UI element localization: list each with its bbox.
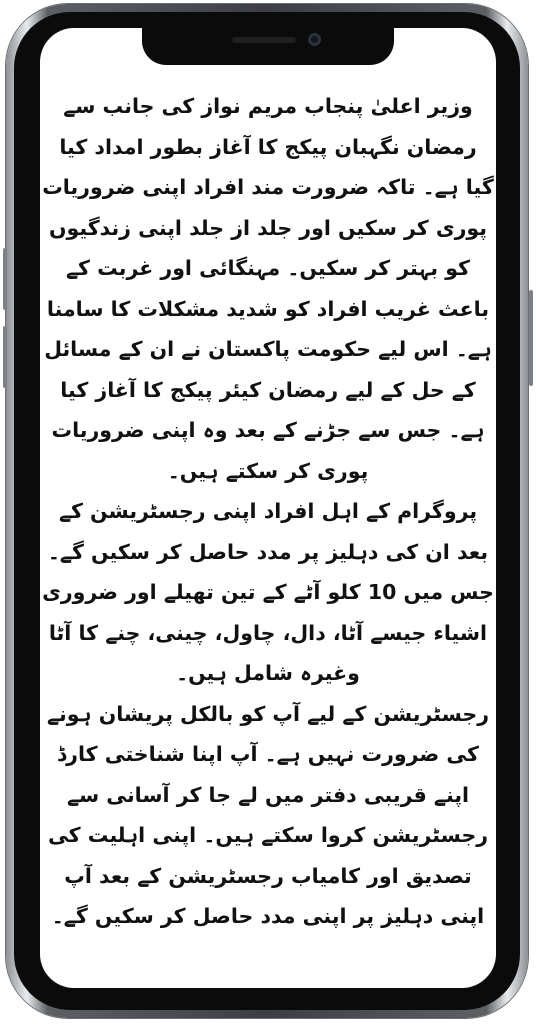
speaker-grille (232, 37, 296, 43)
notch (142, 28, 394, 65)
article-body (42, 86, 494, 937)
power-button (529, 290, 533, 386)
volume-button (3, 326, 7, 388)
article-paragraph: رجسٹریشن کے لیے آپ کو بالکل پریشان ہونے کی ضرورت نہیں ہے۔ آپ اپنا شناختی کارڈ اپنے قریبی دفتر میں لے جا کر آسانی سے رجسٹریشن کروا سکتے ہیں۔ اپنی اہلیت کی تصدیق اور کامیاب رجسٹریشن کے بعد آپ اپنی دہلیز پر اپنی مدد حاصل کر سکیں گے۔ (46, 701, 490, 928)
front-camera-icon (308, 33, 321, 46)
article-paragraph: وزیر اعلیٰ پنجاب مریم نواز کی جانب سے رمضان نگہبان پیکج کا آغاز بطور امداد کیا گیا ہے۔ تاکہ ضرورت مند افراد اپنی ضروریات پوری کر سکیں اور جلد از جلد اپنی زندگیوں کو بہتر کر سکیں۔ مہنگائی اور غربت کے باعث غریب افراد کو شدید مشکلات کا سامنا ہے۔ اس لیے حکومت پاکستان نے ان کے مسائل کے حل کے لیے رمضان کیئر پیکج کا آغاز کیا ہے۔ جس سے جڑنے کے بعد وہ اپنی ضروریات پوری کر سکتے ہیں۔ (42, 94, 494, 483)
volume-button (3, 248, 7, 310)
article-paragraph: پروگرام کے اہل افراد اپنی رجسٹریشن کے بعد ان کی دہلیز پر مدد حاصل کر سکیں گے۔ جس میں 10 کلو آٹے کے تین تھیلے اور ضروری اشیاء جیسے آٹا، دال، چاول، چینی، چنے کا آٹا وغیرہ شامل ہیں۔ (42, 499, 494, 685)
